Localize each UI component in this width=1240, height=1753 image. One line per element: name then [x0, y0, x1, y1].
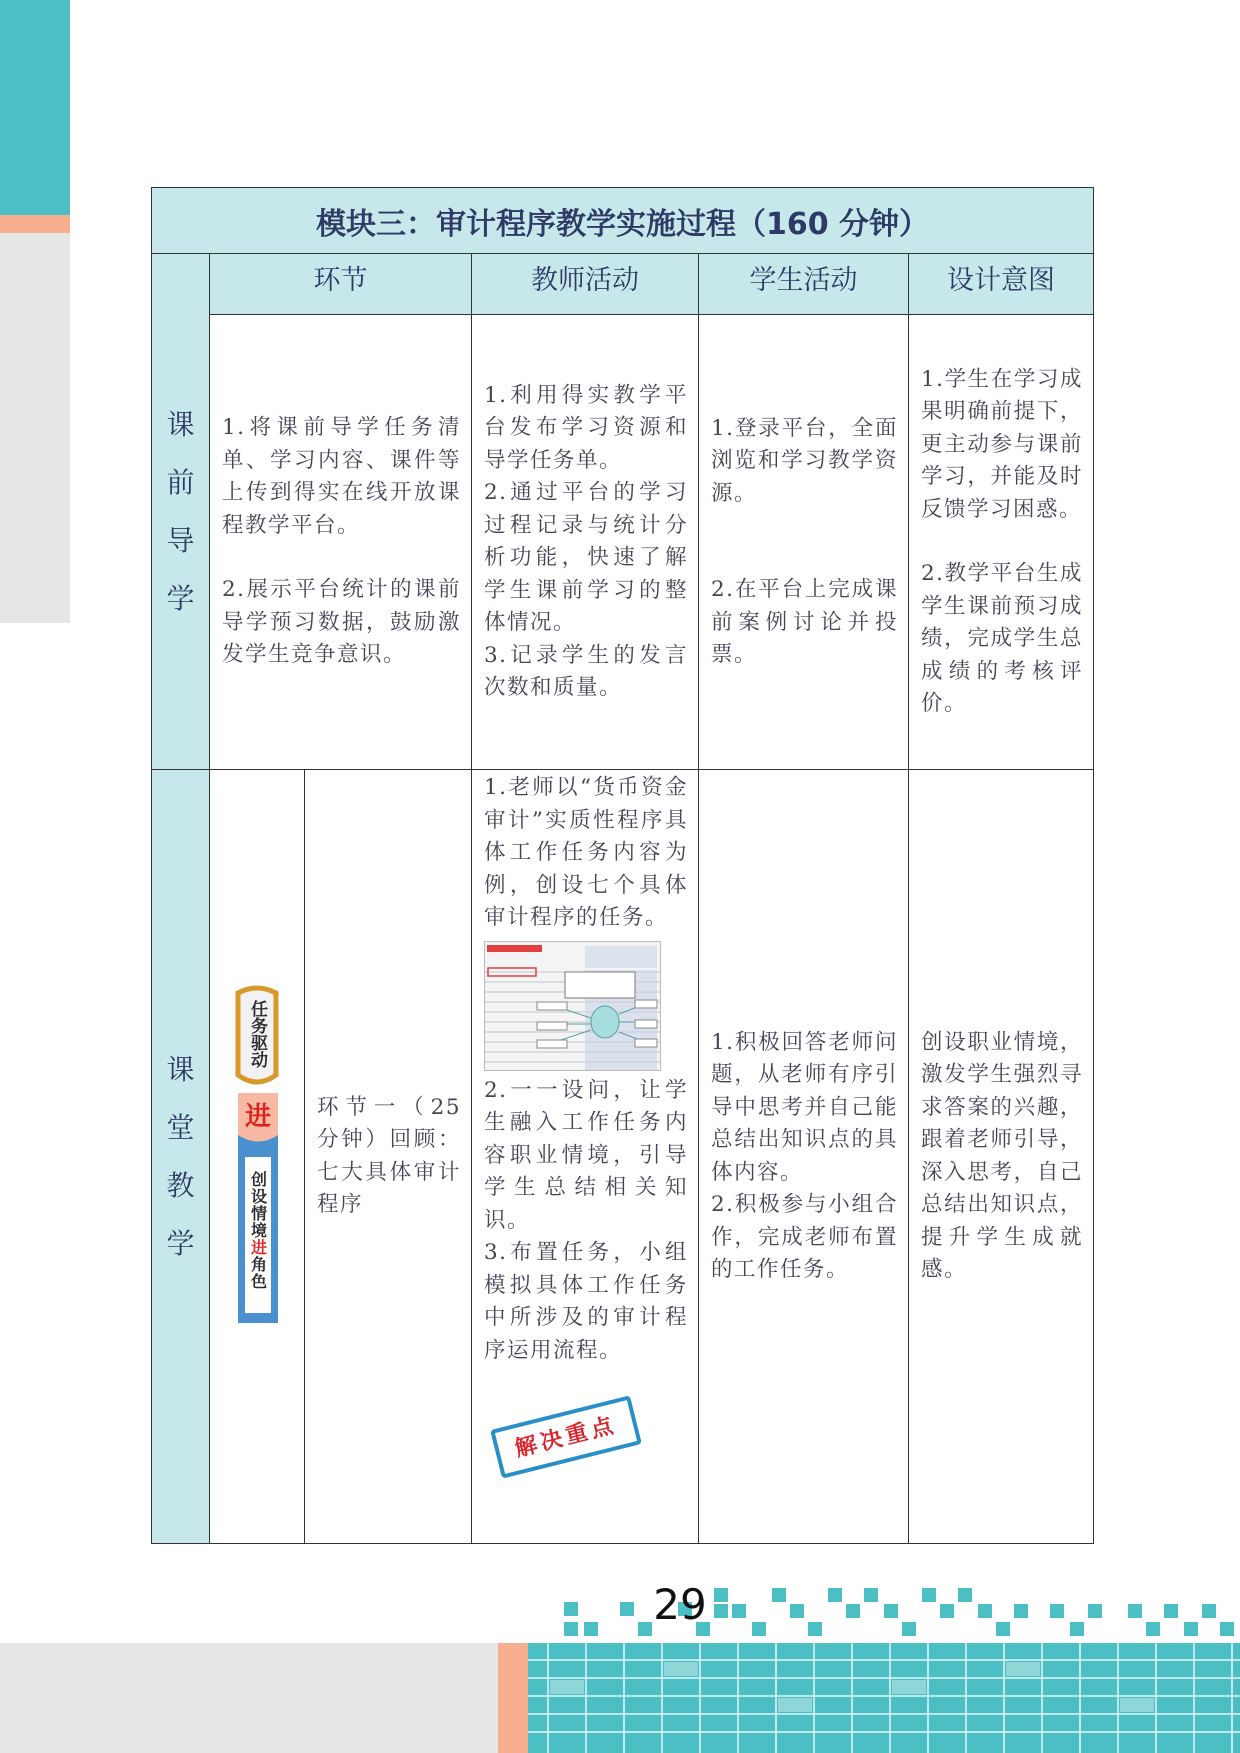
lesson-table [151, 187, 1094, 1544]
class-stage-text: 环节一（25分钟）回顾：七大具体审计程序 [317, 1094, 461, 1217]
footer-band-peach [498, 1643, 528, 1753]
class-student-cell [699, 770, 909, 1544]
class-teacher-item: 1.老师以“货币资金审计”实质性程序具体工作任务内容为例，创设七个具体审计程序的任务。 [484, 775, 688, 930]
side-accent-teal [0, 0, 70, 215]
pre-stage-cell [210, 315, 472, 770]
class-teacher-item: 2.一一设问，让学生融入工作任务内容职业情境，引导学生总结相关知识。 [484, 1077, 688, 1233]
side-accent-grey [0, 233, 70, 623]
side-label-pre-class: 课前导学 [152, 254, 210, 770]
pre-intent-item: 1.学生在学习成果明确前提下，更主动参与课前学习，并能及时反馈学习困惑。 [921, 366, 1084, 522]
footer-pixel-pattern [528, 1580, 1240, 1753]
pre-student-item: 1.登录平台，全面浏览和学习教学资源。 [711, 415, 898, 506]
side-label-in-class: 课堂教学 [152, 770, 210, 1544]
pre-stage-item: 2.展示平台统计的课前导学预习数据，鼓励激发学生竞争意识。 [222, 577, 461, 668]
badge-top-text: 任务驱动 [247, 999, 267, 1068]
pre-teacher-item: 2.通过平台的学习过程记录与统计分析功能，快速了解学生课前学习的整体情况。 [484, 480, 688, 635]
class-teacher-item: 3.布置任务，小组模拟具体工作任务中所涉及的审计程序运用流程。 [484, 1240, 688, 1363]
worksheet-screenshot-image [484, 941, 661, 1071]
badge-bottom-text: 创设情境进角色 [248, 1170, 268, 1290]
page-number: 29 [653, 1580, 707, 1629]
key-point-stamp: 解决重点 [490, 1395, 642, 1478]
pre-student-cell [699, 315, 909, 770]
header-stage: 环节 [210, 254, 472, 315]
pre-teacher-cell [472, 315, 699, 770]
class-teacher-cell [472, 770, 699, 1544]
task-driven-badge [232, 985, 282, 1325]
pre-stage-item: 1.将课前导学任务清单、学习内容、课件等上传到得实在线开放课程教学平台。 [222, 415, 461, 538]
class-student-item: 1.积极回答老师问题，从老师有序引导中思考并自己能总结出知识点的具体内容。 [711, 1029, 898, 1185]
header-student: 学生活动 [699, 254, 909, 315]
pre-student-item: 2.在平台上完成课前案例讨论并投票。 [711, 577, 898, 667]
pre-teacher-item: 1.利用得实教学平台发布学习资源和导学任务单。 [484, 382, 688, 473]
pre-intent-item: 2.教学平台生成学生课前预习成绩，完成学生总成绩的考核评价。 [921, 561, 1084, 716]
header-intent: 设计意图 [909, 254, 1094, 315]
side-accent-peach [0, 215, 70, 233]
class-intent-text: 创设职业情境，激发学生强烈寻求答案的兴趣，跟着老师引导，深入思考，自己总结出知识点，提升学生成就感。 [921, 1029, 1084, 1282]
class-student-item: 2.积极参与小组合作，完成老师布置的工作任务。 [711, 1192, 898, 1282]
header-teacher: 教师活动 [472, 254, 699, 315]
badge-middle-text: 进 [244, 1101, 272, 1132]
class-stage-cell [305, 770, 472, 1544]
footer-band-grey [0, 1643, 498, 1753]
table-title: 模块三：审计程序教学实施过程（160 分钟） [152, 188, 1094, 254]
pre-intent-cell [909, 315, 1094, 770]
class-intent-cell [909, 770, 1094, 1544]
task-driven-badge-cell [210, 770, 305, 1544]
pre-teacher-item: 3.记录学生的发言次数和质量。 [484, 642, 688, 700]
